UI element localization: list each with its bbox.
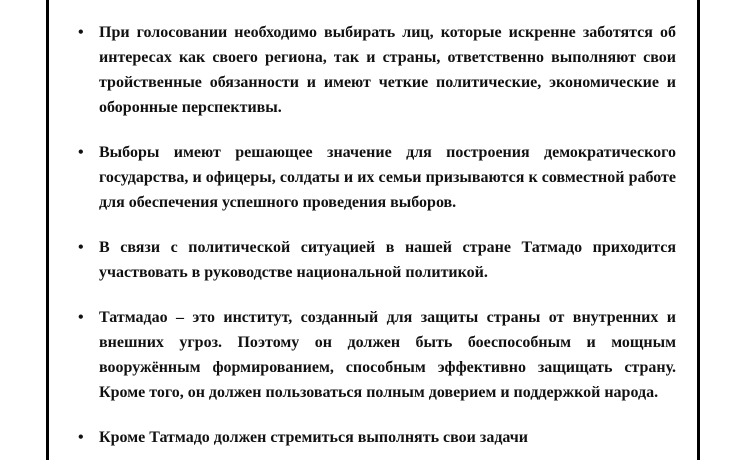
bullet-item: • Кроме Татмадо должен стремиться выполнять свои задачи xyxy=(99,425,676,450)
bullet-item: • При голосовании необходимо выбирать лиц, которые искренне заботятся об интересах как своего региона, так и страны, ответственно выполняют свои тройственные обязанности и имеют четкие политические, экономические и оборонные перспективы. xyxy=(99,20,676,120)
bullet-item: • Выборы имеют решающее значение для построения демократического государства, и офицеры, солдаты и их семьи призываются к совместной работе для обеспечения успешного проведения выборов. xyxy=(99,140,676,215)
bullet-list xyxy=(99,20,676,460)
bullet-item: • Татмадао – это институт, созданный для защиты страны от внутренних и внешних угроз. Поэтому он должен быть боеспособным и мощным вооружённым формированием, способным эффективно защищать страну. Кроме того, он должен пользоваться полным доверием и поддержкой народа. xyxy=(99,305,676,405)
bullet-item: • В связи с политической ситуацией в нашей стране Татмадо приходится участвовать в руководстве национальной политикой. xyxy=(99,235,676,285)
